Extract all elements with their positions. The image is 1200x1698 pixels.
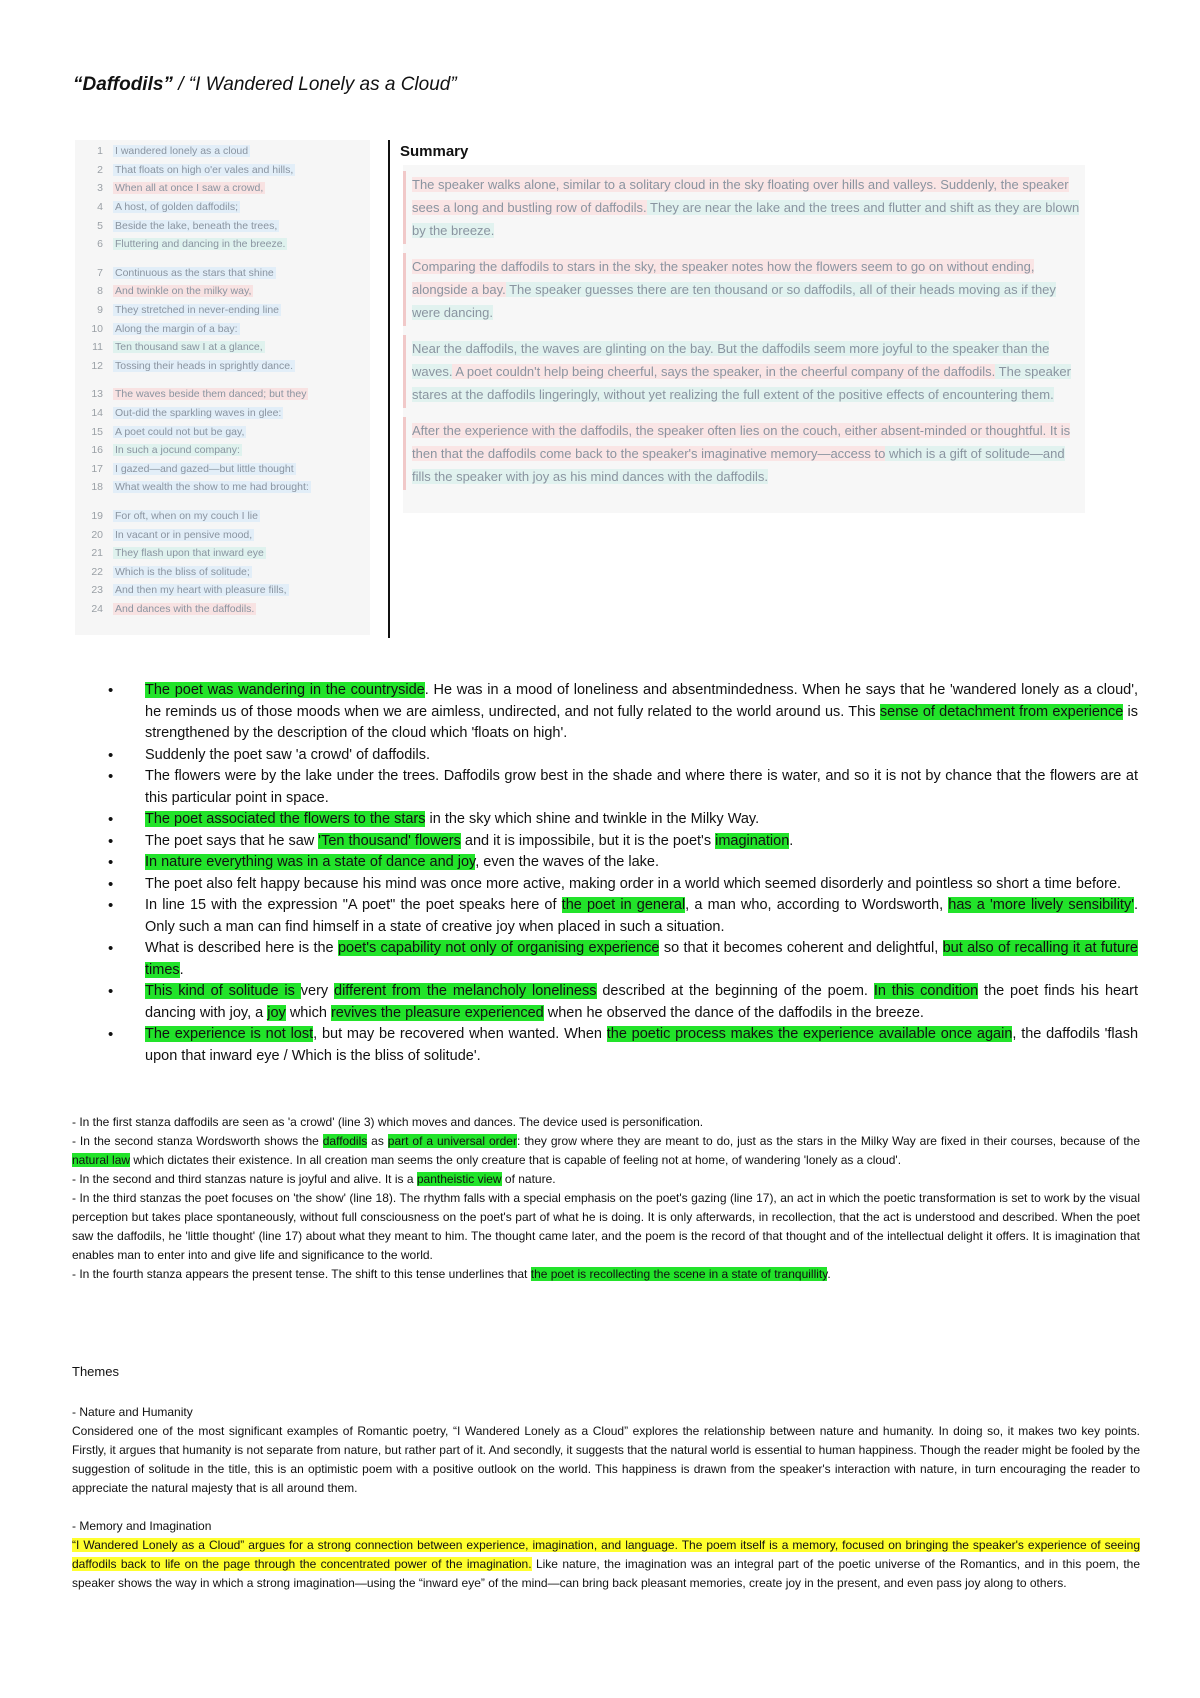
note-line	[72, 1132, 1140, 1170]
theme-nature-heading: - Nature and Humanity	[72, 1405, 193, 1419]
line-text: The waves beside them danced; but they	[115, 388, 307, 401]
poem-line	[75, 581, 370, 600]
poem-line	[75, 338, 370, 357]
bullet-item	[100, 874, 1138, 896]
line-text: Tossing their heads in sprightly dance.	[115, 359, 294, 372]
line-text: They stretched in never-ending line	[115, 304, 280, 317]
bullet-item	[100, 766, 1138, 809]
text-run: .	[827, 1267, 831, 1281]
text-run: . Only such a man can find himself in a state of creative joy when placed in such a situation.	[145, 897, 1138, 935]
stanza-notes	[72, 1113, 1140, 1284]
highlighted-text: This kind of solitude is	[145, 983, 301, 999]
highlighted-text: revives the pleasure experienced	[330, 1004, 544, 1021]
summary-paragraph	[403, 335, 1085, 408]
highlighted-text: The speaker guesses there are ten thousand or so daffodils, all of their heads moving as if they were dancing.	[412, 282, 1056, 320]
poem-line	[75, 264, 370, 283]
poem-line	[75, 235, 370, 254]
line-number: 23	[91, 584, 103, 597]
text-run: In line 15 with the expression "A poet" the poet speaks here of	[145, 897, 562, 913]
analysis-bullet-list	[100, 680, 1138, 1067]
highlighted-text: which is a gift of solitude—and fills the speaker with joy as his mind dances with the daffodils.	[412, 446, 1065, 484]
themes-title: Themes	[72, 1364, 119, 1379]
themes-section	[72, 1403, 1140, 1593]
note-line	[72, 1170, 1140, 1189]
line-text: And twinkle on the milky way,	[115, 285, 252, 298]
bullet-item	[100, 938, 1138, 981]
vertical-divider	[388, 140, 390, 638]
highlighted-text: The poet associated the flowers to the stars	[145, 811, 426, 827]
highlighted-text: sense of detachment from experience	[879, 703, 1124, 720]
text-run: when he observed the dance of the daffodils in the breeze.	[543, 1004, 924, 1021]
poem-line	[75, 600, 370, 619]
poem-line	[75, 142, 370, 161]
text-run: What is described here is the	[145, 940, 338, 956]
highlighted-text: Near the daffodils, the waves are glinting on the bay. But the daffodils seem more joyful to the speaker than the waves.	[412, 341, 1050, 379]
highlighted-text: The experience is not lost	[145, 1026, 314, 1042]
line-number: 18	[91, 481, 103, 494]
text-run: , but may be recovered when wanted. When	[313, 1026, 607, 1042]
line-text: For oft, when on my couch I lie	[115, 509, 258, 522]
poem-line	[75, 562, 370, 581]
poem-line	[75, 216, 370, 235]
poem-line	[75, 161, 370, 180]
line-number: 17	[91, 462, 103, 475]
text-run: of nature.	[501, 1172, 556, 1186]
line-number: 13	[91, 388, 103, 401]
line-text: A host, of golden daffodils;	[115, 201, 238, 214]
line-number: 11	[92, 341, 103, 354]
highlighted-text: pantheistic view	[416, 1172, 502, 1186]
text-run: which dictates their existence. In all creation man seems the only creature that is capable of feeling not at home, of wandering 'lonely as a cloud'.	[130, 1153, 902, 1167]
highlighted-text: 'Ten thousand' flowers	[318, 832, 461, 849]
bullet-item	[100, 809, 1138, 831]
line-text: What wealth the show to me had brought:	[115, 481, 309, 494]
summary-paragraph	[403, 171, 1085, 244]
title-rest: / “I Wandered Lonely as a Cloud”	[172, 74, 457, 95]
line-number: 3	[97, 182, 103, 195]
line-text: Ten thousand saw I at a glance,	[115, 341, 263, 354]
line-number: 19	[91, 509, 103, 522]
line-text: Out-did the sparkling waves in glee:	[115, 407, 282, 420]
poem-stanza	[75, 385, 370, 497]
line-number: 4	[97, 201, 103, 214]
line-number: 20	[91, 528, 103, 541]
line-text: When all at once I saw a crowd,	[115, 182, 264, 195]
text-run: - In the first stanza daffodils are seen as 'a crowd' (line 3) which moves and dances. The device used is personification.	[72, 1115, 704, 1129]
line-number: 10	[91, 322, 103, 335]
poem-line	[75, 525, 370, 544]
bullet-item	[100, 852, 1138, 874]
highlighted-text: imagination	[715, 832, 790, 849]
line-number: 7	[97, 266, 103, 279]
text-run: Like nature, the imagination was an integral part of the poetic universe of the Romantics, and in this poem, the speaker shows the way in which a strong imagination—using the “inward eye” of the mind—can bring back pleasant memories, create joy in the present, and even pass joy along to others.	[72, 1557, 1140, 1590]
poem-stanza	[75, 507, 370, 619]
poem-line	[75, 301, 370, 320]
highlighted-text: natural law	[72, 1153, 131, 1167]
highlighted-text: different from the melancholy loneliness	[334, 983, 597, 999]
line-number: 2	[97, 163, 103, 176]
bullet-item	[100, 981, 1138, 1024]
line-text: They flash upon that inward eye	[115, 547, 264, 560]
text-run: , the daffodils 'flash upon that inward eye / Which is the bliss of solitude'.	[145, 1026, 1139, 1064]
poem-line	[75, 478, 370, 497]
highlighted-text: the poet in general	[561, 897, 686, 913]
highlighted-text: joy	[267, 1004, 286, 1021]
bullet-item	[100, 895, 1138, 938]
text-run: .	[179, 961, 184, 978]
line-number: 12	[91, 359, 103, 372]
text-run: is strengthened by the description of the cloud which 'floats on high'.	[145, 703, 1139, 741]
poem-line	[75, 441, 370, 460]
text-run: described at the beginning of the poem.	[596, 983, 874, 999]
line-number: 9	[97, 304, 103, 317]
highlighted-text: daffodils	[322, 1134, 368, 1148]
line-text: A poet could not but be gay,	[115, 425, 245, 438]
title-bold: “Daffodils”	[73, 74, 173, 95]
line-number: 15	[91, 425, 103, 438]
poem-line	[75, 198, 370, 217]
summary-paragraph	[403, 253, 1085, 326]
poem-line	[75, 422, 370, 441]
line-text: That floats on high o'er vales and hills,	[115, 163, 294, 176]
line-text: In vacant or in pensive mood,	[115, 528, 253, 541]
line-text: And dances with the daffodils.	[115, 602, 255, 615]
bullet-item	[100, 680, 1138, 745]
bullet-item	[100, 1024, 1138, 1067]
line-number: 6	[97, 238, 103, 251]
poem-stanza	[75, 264, 370, 376]
text-run: in the sky which shine and twinkle in the Milky Way.	[425, 811, 760, 827]
note-line	[72, 1265, 1140, 1284]
line-number: 21	[91, 547, 103, 560]
text-run: - In the second and third stanzas nature is joyful and alive. It is a	[72, 1172, 417, 1186]
text-run: .	[789, 832, 794, 849]
highlighted-text: but also of recalling it at future times	[145, 940, 1138, 978]
line-text: In such a jocund company:	[115, 444, 240, 457]
highlighted-text: “I Wandered Lonely as a Cloud” argues for a strong connection between experience, imagination, and language. The poem itself is a memory, focused on bringing the speaker's experience of seeing daffodils back to life on the page through the concentrated power of the imagination.	[72, 1538, 1140, 1571]
summary-paragraph	[403, 417, 1085, 490]
highlighted-text: Comparing the daffodils to stars in the sky, the speaker notes how the flowers seem to go on without ending, alongside a bay.	[412, 259, 1035, 297]
poem-line	[75, 319, 370, 338]
highlighted-text: has a 'more lively sensibility'	[948, 897, 1134, 913]
text-run: , even the waves of the lake.	[475, 854, 659, 870]
highlighted-text: part of a universal order	[387, 1134, 517, 1148]
poem-panel	[75, 140, 370, 635]
highlighted-text: The speaker stares at the daffodils lingeringly, without yet realizing the full extent of the positive effects of encountering them.	[412, 364, 1071, 402]
highlighted-text: The poet was wandering in the countryside	[145, 682, 425, 698]
line-text: Fluttering and dancing in the breeze.	[115, 238, 286, 251]
theme-memory-body	[72, 1536, 1140, 1593]
highlighted-text: In nature everything was in a state of dance and joy	[145, 854, 476, 870]
line-text: Along the margin of a bay:	[115, 322, 238, 335]
note-line	[72, 1113, 1140, 1132]
text-run: - In the second stanza Wordsworth shows the	[72, 1134, 323, 1148]
text-run: : they grow where they are meant to do, just as the stars in the Milky Way are fixed in their courses, because of the	[516, 1134, 1141, 1148]
highlighted-text: The speaker walks alone, similar to a solitary cloud in the sky floating over hills and valleys. Suddenly, the speaker sees a long and bustling row of daffodils.	[412, 177, 1069, 215]
line-number: 14	[91, 407, 103, 420]
line-text: Which is the bliss of solitude;	[115, 565, 250, 578]
page-title	[73, 74, 457, 96]
poem-line	[75, 544, 370, 563]
text-run: very	[300, 983, 334, 999]
note-line	[72, 1189, 1140, 1265]
highlighted-text: the poetic process makes the experience available once again	[606, 1026, 1013, 1042]
line-text: I wandered lonely as a cloud	[115, 145, 249, 158]
bullet-item	[100, 831, 1138, 853]
line-number: 16	[91, 444, 103, 457]
line-number: 8	[97, 285, 103, 298]
text-run: The poet says that he saw	[145, 832, 319, 849]
highlighted-text: In this condition	[873, 983, 979, 999]
summary-panel	[403, 165, 1085, 513]
text-run: . He was in a mood of loneliness and absentmindedness. When he says that he 'wandered lonely as a cloud', he reminds us of those moods when we are aimless, undirected, and not fully related to the world around us. This	[145, 682, 1138, 720]
highlighted-text: They are near the lake and the trees and flutter and shift as they are blown by the breeze.	[412, 200, 1080, 238]
line-number: 22	[91, 565, 103, 578]
text-run: , a man who, according to Wordsworth,	[685, 897, 949, 913]
text-run: as	[367, 1134, 388, 1148]
bullet-item	[100, 745, 1138, 767]
text-run: - In the third stanzas the poet focuses on 'the show' (line 18). The rhythm falls with a special emphasis on the poet's gazing (line 17), an act in which the poetic transformation is set to work by the visual perception but takes place spontaneously, without full consciousness on the poet's part of what he is doing. It is only afterwards, in recollection, that the act is understood and described. When the poet saw the daffodils, he 'little thought' (line 17) about what they meant to him. The thought came later, and the poem is the record of that thought and of the intellectual delight it offers. It is imagination that enables man to enter into and give life and significance to the world.	[72, 1191, 1140, 1262]
highlighted-text: After the experience with the daffodils, the speaker often lies on the couch, either absent-minded or thoughtful. It is then that the daffodils come back to the speaker's imaginative memory—access to	[412, 423, 1071, 461]
poem-line	[75, 460, 370, 479]
summary-heading: Summary	[400, 143, 469, 160]
line-text: And then my heart with pleasure fills,	[115, 584, 287, 597]
highlighted-text: poet's capability not only of organising experience	[337, 940, 660, 956]
text-run: so that it becomes coherent and delightful,	[659, 940, 943, 956]
poem-line	[75, 404, 370, 423]
highlighted-text: A poet couldn't help being cheerful, says the speaker, in the cheerful company of the daffodils.	[452, 364, 996, 379]
text-run: The poet also felt happy because his mind was once more active, making order in a world which seemed disorderly and pointless so short a time before.	[145, 875, 1122, 892]
line-text: Beside the lake, beneath the trees,	[115, 219, 278, 232]
highlighted-text: the poet is recollecting the scene in a state of tranquillity	[530, 1267, 828, 1281]
line-text: Continuous as the stars that shine	[115, 266, 274, 279]
theme-nature-body: Considered one of the most significant examples of Romantic poetry, “I Wandered Lonely as a Cloud” explores the relationship between nature and humanity. In doing so, it makes two key points. Firstly, it argues that humanity is not separate from nature, but rather part of it. And secondly, it suggests that the natural world is essential to human happiness. Though the reader might be fooled by the suggestion of solitude in the title, this is an optimistic poem with a positive outlook on the world. This happiness is drawn from the speaker's interaction with nature, in turn encouraging the reader to appreciate the natural majesty that is all around them.	[72, 1424, 1140, 1495]
line-number: 24	[91, 602, 103, 615]
line-text: I gazed—and gazed—but little thought	[115, 462, 294, 475]
text-run: - In the fourth stanza appears the present tense. The shift to this tense underlines that	[72, 1267, 531, 1281]
text-run: The flowers were by the lake under the trees. Daffodils grow best in the shade and where there is water, and so it is not by chance that the flowers are at this particular point in space.	[145, 768, 1138, 806]
poem-line	[75, 282, 370, 301]
text-run: and it is impossibile, but it is the poet's	[460, 832, 716, 849]
poem-line	[75, 179, 370, 198]
theme-memory-heading: - Memory and Imagination	[72, 1519, 212, 1533]
poem-line	[75, 507, 370, 526]
text-run: Suddenly the poet saw 'a crowd' of daffodils.	[145, 746, 430, 763]
line-number: 1	[97, 145, 103, 158]
line-number: 5	[97, 219, 103, 232]
poem-stanza	[75, 140, 370, 254]
poem-line	[75, 357, 370, 376]
poem-line	[75, 385, 370, 404]
text-run: the poet finds his heart dancing with joy, a	[145, 983, 1139, 1021]
text-run: which	[285, 1004, 331, 1021]
